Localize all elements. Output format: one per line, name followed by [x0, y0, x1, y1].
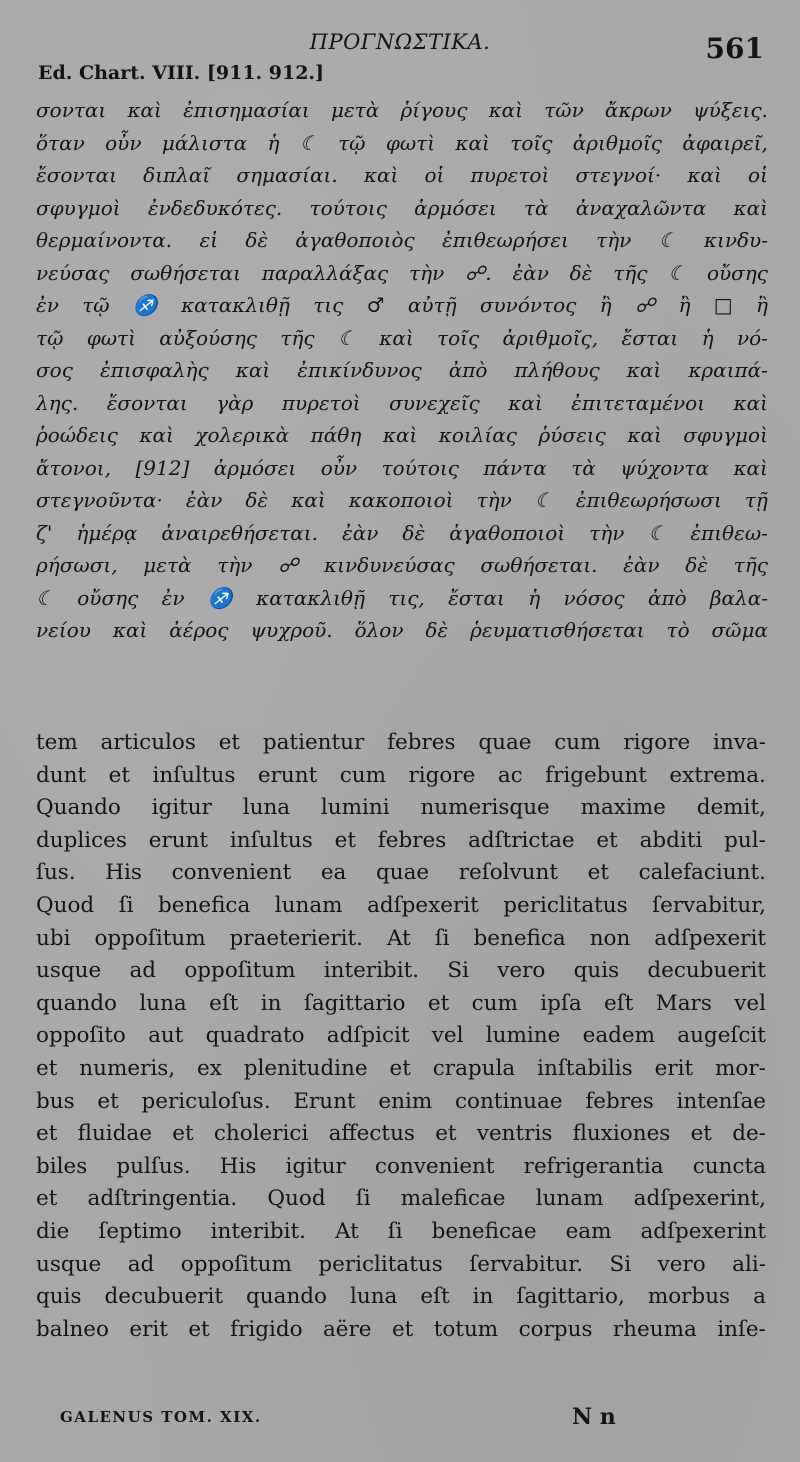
latin-text-block [36, 727, 766, 1346]
gathering-signature: N n [572, 1404, 616, 1430]
greek-text-line: σος ἐπισφαλὴς καὶ ἐπικίνδυνος ἀπὸ πλήθους καὶ κραιπά- [36, 358, 768, 382]
latin-text-line: et adſtringentia. Quod ſi maleficae lunam adſpexerint, [36, 1186, 766, 1212]
greek-text-block [36, 94, 768, 647]
page-number: 561 [705, 32, 764, 65]
greek-text-line: ὅταν οὖν μάλιστα ἡ ☾ τῷ φωτὶ καὶ τοῖς ἀριθμοῖς ἀφαιρεῖ, [36, 130, 768, 155]
latin-text-line: ſus. His convenient ea quae reſolvunt et calefaciunt. [36, 860, 766, 886]
latin-text-line: usque ad oppoſitum interibit. Si vero quis decubuerit [36, 958, 766, 984]
latin-text-line: bus et periculoſus. Erunt enim continuae febres intenſae [36, 1088, 766, 1114]
latin-text-line: die ſeptimo interibit. At ſi beneficae eam adſpexerint [36, 1218, 766, 1244]
greek-text-line: ἄτονοι, [912] ἁρμόσει οὖν τούτοις πάντα τὰ ψύχοντα καὶ [36, 455, 768, 480]
greek-text-line: στεγνοῦντα· ἐὰν δὲ καὶ κακοποιοὶ τὴν ☾ ἐπιθεωρήσωσι τῇ [36, 488, 768, 512]
edition-reference: Ed. Chart. VIII. [911. 912.] [38, 62, 325, 84]
signature-mark: GALENUS TOM. XIX. [60, 1408, 262, 1426]
latin-text-line: balneo erit et frigido aëre et totum corpus rheuma inſe- [36, 1316, 766, 1342]
greek-text-line: ρήσωσι, μετὰ τὴν ☍ κινδυνεύσας σωθήσεται. ἐὰν δὲ τῆς [36, 553, 768, 577]
latin-text-line: duplices erunt inſultus et febres adſtrictae et abditi pul- [36, 827, 766, 853]
greek-text-line: ἐν τῷ ♐ κατακλιθῇ τις ♂ αὐτῇ συνόντος ἢ ☍ ἢ □ ἢ [36, 293, 768, 317]
greek-text-line: νείου καὶ ἀέρος ψυχροῦ. ὅλον δὲ ῥευματισθήσεται τὸ σῶμα [36, 618, 768, 642]
latin-text-line: ubi oppoſitum praeterierit. At ſi benefica non adſpexerit [36, 925, 766, 951]
greek-text-line: ἔσονται διπλαῖ σημασίαι. καὶ οἱ πυρετοὶ στεγνοί· καὶ οἱ [36, 163, 768, 187]
greek-text-line: νεύσας σωθήσεται παραλλάξας τὴν ☍. ἐὰν δὲ τῆς ☾ οὔσης [36, 260, 768, 285]
running-title: ΠΡΟΓΝΩΣΤΙΚΑ. [309, 30, 491, 54]
page-footer [0, 1404, 800, 1438]
latin-text-line: et fluidae et cholerici affectus et ventris fluxiones et de- [36, 1121, 766, 1147]
greek-text-line: θερμαίνοντα. εἰ δὲ ἀγαθοποιὸς ἐπιθεωρήσει τὴν ☾ κινδυ- [36, 228, 768, 252]
latin-text-line: usque ad oppoſitum periclitatus ſervabitur. Si vero ali- [36, 1251, 766, 1277]
latin-text-line: Quod ſi benefica lunam adſpexerit periclitatus ſervabitur, [36, 892, 766, 918]
greek-text-line: σονται καὶ ἐπισημασίαι μετὰ ῥίγους καὶ τῶν ἄκρων ψύξεις. [36, 98, 768, 122]
latin-text-line: et numeris, ex plenitudine et crapula inſtabilis erit mor- [36, 1055, 766, 1081]
latin-text-line: biles pulſus. His igitur convenient refrigerantia cuncta [36, 1153, 766, 1179]
greek-text-line: σφυγμοὶ ἐνδεδυκότες. τούτοις ἁρμόσει τὰ ἀναχαλῶντα καὶ [36, 195, 768, 220]
greek-text-line: τῷ φωτὶ αὐξούσης τῆς ☾ καὶ τοῖς ἀριθμοῖς, ἔσται ἡ νό- [36, 325, 768, 350]
greek-text-line: ῥοώδεις καὶ χολερικὰ πάθη καὶ κοιλίας ῥύσεις καὶ σφυγμοὶ [36, 423, 768, 447]
latin-text-line: tem articulos et patientur febres quae cum rigore inva- [36, 730, 766, 755]
greek-text-line: ☾ οὔσης ἐν ♐ κατακλιθῇ τις, ἔσται ἡ νόσος ἀπὸ βαλα- [36, 585, 768, 610]
latin-text-line: quis decubuerit quando luna eſt in ſagittario, morbus a [36, 1284, 766, 1310]
greek-text-line: λης. ἔσονται γὰρ πυρετοὶ συνεχεῖς καὶ ἐπιτεταμένοι καὶ [36, 390, 768, 415]
latin-text-line: quando luna eſt in ſagittario et cum ipſa eſt Mars vel [36, 990, 766, 1016]
latin-text-line: oppoſito aut quadrato adſpicit vel lumine eadem augeſcit [36, 1023, 766, 1049]
greek-text-line: ζ' ἡμέρᾳ ἀναιρεθήσεται. ἐὰν δὲ ἀγαθοποιοὶ τὴν ☾ ἐπιθεω- [36, 520, 768, 545]
latin-text-line: Quando igitur luna lumini numerisque maxime demit, [36, 795, 766, 821]
latin-text-line: dunt et inſultus erunt cum rigore ac frigebunt extrema. [36, 762, 766, 788]
